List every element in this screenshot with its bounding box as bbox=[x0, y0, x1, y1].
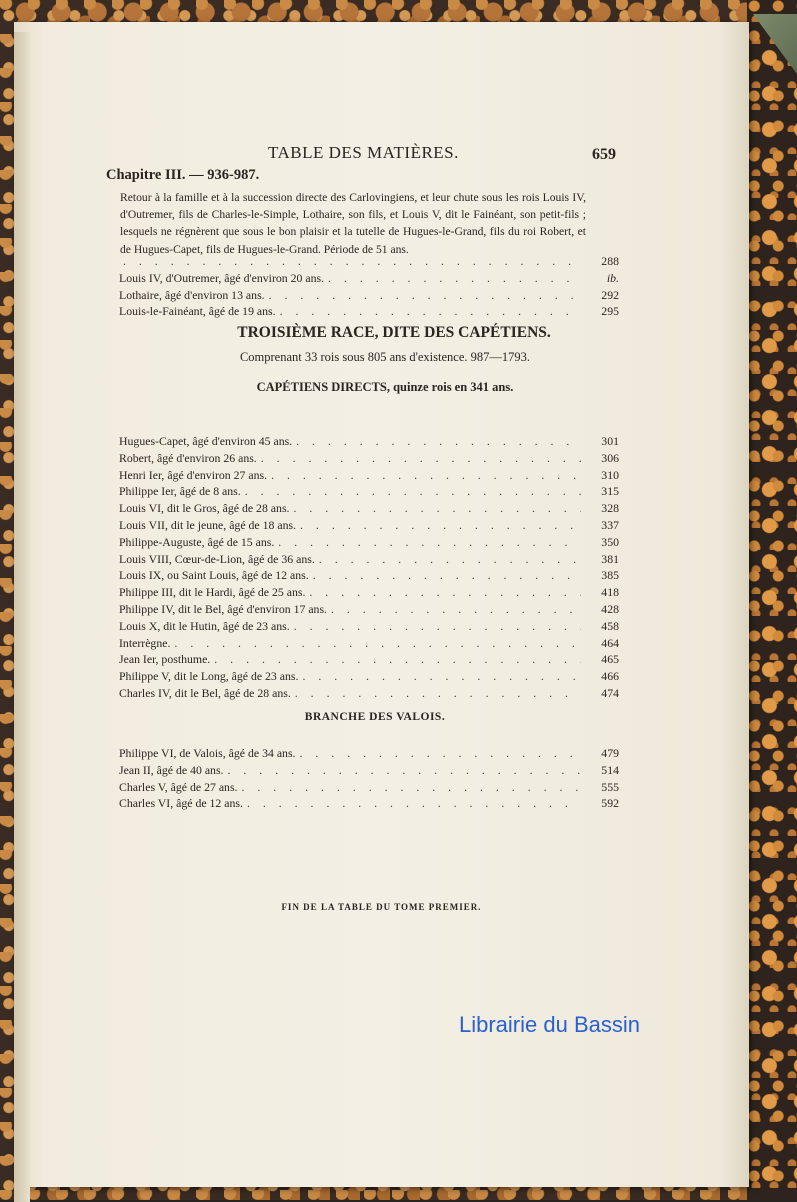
entry-name: Jean Ier, posthume. bbox=[119, 652, 211, 667]
page-gutter bbox=[14, 32, 30, 1202]
race-subtitle: Comprenant 33 rois sous 805 ans d'existence. 987—1793. bbox=[239, 350, 531, 364]
entry-name: Jean II, âgé de 40 ans. bbox=[119, 762, 224, 777]
toc-entry bbox=[119, 746, 619, 763]
chapter-title: Chapitre III. — 936-987. bbox=[106, 167, 260, 183]
toc-entry bbox=[119, 780, 619, 797]
chapter-entries bbox=[119, 254, 619, 321]
entry-name: Charles V, âgé de 27 ans. bbox=[119, 779, 238, 794]
toc-entry bbox=[119, 552, 619, 569]
entry-name: Louis VIII, Cœur-de-Lion, âgé de 36 ans. bbox=[119, 551, 315, 566]
toc-entry bbox=[119, 602, 619, 619]
valois-title: BRANCHE DES VALOIS. bbox=[304, 711, 446, 723]
toc-entry bbox=[119, 568, 619, 585]
toc-entry bbox=[119, 501, 619, 518]
entry-page: 418 bbox=[601, 585, 619, 600]
entry-page: 337 bbox=[601, 517, 619, 532]
entry-page: 301 bbox=[601, 434, 619, 448]
page-number: 659 bbox=[592, 146, 616, 163]
entry-name: Louis-le-Fainéant, âgé de 19 ans. bbox=[119, 304, 276, 319]
entry-page: 479 bbox=[601, 746, 619, 760]
toc-entry bbox=[119, 518, 619, 535]
race-title: TROISIÈME RACE, DITE DES CAPÉTIENS. bbox=[237, 324, 551, 341]
entry-name: Robert, âgé d'environ 26 ans. bbox=[119, 450, 257, 465]
entry-name: Charles IV, dit le Bel, âgé de 28 ans. bbox=[119, 685, 291, 700]
toc-entry bbox=[119, 585, 619, 602]
entry-page: 385 bbox=[601, 568, 619, 583]
toc-entry bbox=[119, 652, 619, 669]
capetiens-entries bbox=[119, 434, 619, 703]
valois-entries bbox=[119, 746, 619, 813]
entry-page: 465 bbox=[601, 652, 619, 667]
toc-entry bbox=[119, 288, 619, 305]
entry-name: Hugues-Capet, âgé d'environ 45 ans. bbox=[119, 434, 293, 448]
entry-name: Louis IV, d'Outremer, âgé d'environ 20 ans. bbox=[119, 270, 325, 285]
entry-page: 292 bbox=[601, 287, 619, 302]
entry-name: Philippe-Auguste, âgé de 15 ans. bbox=[119, 534, 275, 549]
toc-entry bbox=[119, 451, 619, 468]
entry-page: 310 bbox=[601, 467, 619, 482]
entry-page: 458 bbox=[601, 618, 619, 633]
entry-page: 514 bbox=[601, 762, 619, 777]
entry-name: Henri Ier, âgé d'environ 27 ans. bbox=[119, 467, 268, 482]
entry-name: Charles VI, âgé de 12 ans. bbox=[119, 796, 243, 811]
chapter-description-text: Retour à la famille et à la succession directe des Carlovingiens, et leur chute sous les rois Louis IV, d'Outremer, fils de Charles-le-Simple, Lothaire, son fils, et Louis V, dit le Fainéant, son petit-fils ; lesquels ne régnèrent que sous le bon plaisir et la tutelle de Hugues-le-Grand, fils du roi Robert, et de Hugues-Capet, fils de Hugues-le-Grand. Période de 51 ans. bbox=[120, 191, 586, 256]
entry-name: Philippe Ier, âgé de 8 ans. bbox=[119, 484, 241, 499]
chapter-description bbox=[120, 189, 586, 258]
toc-entry bbox=[119, 636, 619, 653]
entry-name: Philippe V, dit le Long, âgé de 23 ans. bbox=[119, 669, 299, 684]
end-of-table-note: FIN DE LA TABLE DU TOME PREMIER. bbox=[281, 902, 482, 912]
toc-entry bbox=[119, 304, 619, 321]
entry-name: Philippe VI, de Valois, âgé de 34 ans. bbox=[119, 746, 296, 760]
entry-page: 555 bbox=[601, 779, 619, 794]
entry-page: 328 bbox=[601, 501, 619, 516]
toc-entry bbox=[119, 271, 619, 288]
watermark: Librairie du Bassin bbox=[459, 1012, 640, 1037]
entry-page: 295 bbox=[601, 304, 619, 319]
entry-page: 306 bbox=[601, 450, 619, 465]
entry-name: Louis VII, dit le jeune, âgé de 18 ans. bbox=[119, 517, 297, 532]
entry-name: Louis IX, ou Saint Louis, âgé de 12 ans. bbox=[119, 568, 309, 583]
entry-page: 288 bbox=[601, 254, 619, 268]
entry-page: 428 bbox=[601, 601, 619, 616]
entry-name: Philippe IV, dit le Bel, âgé d'environ 17 ans. bbox=[119, 601, 327, 616]
toc-entry bbox=[119, 619, 619, 636]
entry-name: Louis X, dit le Hutin, âgé de 23 ans. bbox=[119, 618, 290, 633]
toc-entry bbox=[119, 763, 619, 780]
entry-page: 592 bbox=[601, 796, 619, 811]
page-header-title: TABLE DES MATIÈRES. bbox=[268, 143, 459, 162]
entry-name: Philippe III, dit le Hardi, âgé de 25 ans. bbox=[119, 585, 306, 600]
entry-page: 381 bbox=[601, 551, 619, 566]
entry-page: 466 bbox=[601, 669, 619, 684]
entry-name: Lothaire, âgé d'environ 13 ans. bbox=[119, 287, 265, 302]
toc-entry bbox=[119, 434, 619, 451]
entry-page: ib. bbox=[606, 270, 619, 285]
toc-entry bbox=[119, 535, 619, 552]
toc-entry bbox=[119, 484, 619, 501]
toc-entry bbox=[119, 796, 619, 813]
entry-page: 464 bbox=[601, 635, 619, 650]
toc-entry bbox=[119, 468, 619, 485]
marbled-edge bbox=[747, 0, 797, 1200]
capetiens-title: CAPÉTIENS DIRECTS, quinze rois en 341 ans. bbox=[256, 380, 514, 394]
entry-page: 350 bbox=[601, 534, 619, 549]
entry-name: Louis VI, dit le Gros, âgé de 28 ans. bbox=[119, 501, 290, 516]
entry-page: 474 bbox=[601, 685, 619, 700]
entry-page: 315 bbox=[601, 484, 619, 499]
toc-entry bbox=[119, 669, 619, 686]
entry-name: Interrègne. bbox=[119, 635, 171, 650]
toc-entry bbox=[119, 254, 619, 271]
toc-entry bbox=[119, 686, 619, 703]
